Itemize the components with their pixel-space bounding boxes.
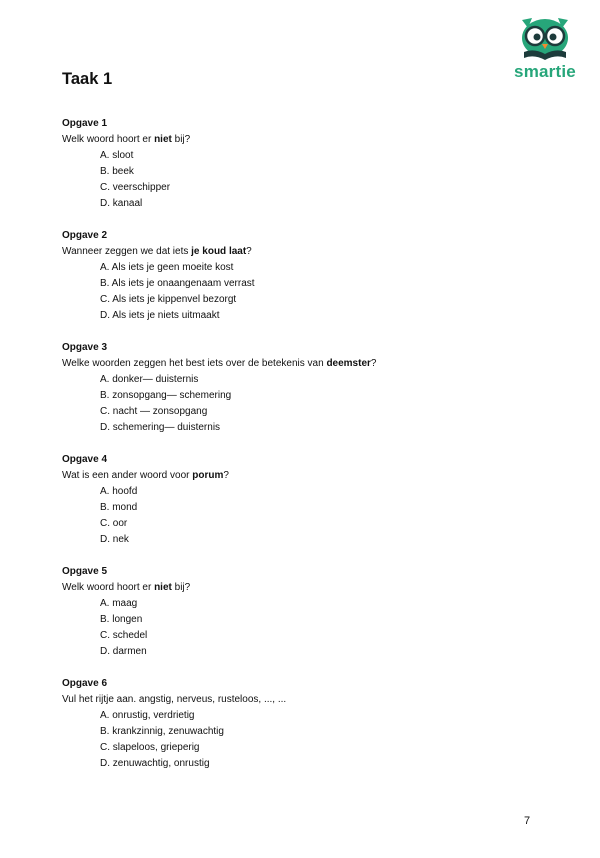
question-heading: Opgave 6 <box>62 678 108 689</box>
question-text <box>62 692 532 708</box>
option-list <box>62 372 532 436</box>
answer-option: C. Als iets je kippenvel bezorgt <box>100 294 237 305</box>
question-text <box>62 580 532 596</box>
question-text-part: Wat is een ander woord voor <box>62 470 193 481</box>
answer-option: B. mond <box>100 502 138 513</box>
answer-option: A. maag <box>100 598 138 609</box>
question-text-part: bij? <box>171 134 191 145</box>
question-block <box>62 228 532 324</box>
question-block <box>62 452 532 548</box>
question-text-part: bij? <box>171 582 191 593</box>
question-heading: Opgave 4 <box>62 454 108 465</box>
logo-text: smartie <box>514 62 576 81</box>
question-keyword: niet <box>154 134 172 145</box>
answer-option: C. veerschipper <box>100 182 171 193</box>
question-heading: Opgave 5 <box>62 566 108 577</box>
question-heading: Opgave 1 <box>62 118 108 129</box>
answer-option: B. beek <box>100 166 134 177</box>
question-text-part: ? <box>223 470 229 481</box>
option-list <box>62 260 532 324</box>
answer-option: B. zonsopgang— schemering <box>100 390 232 401</box>
question-text-part: ? <box>370 358 377 369</box>
question-text-part: Welk woord hoort er <box>62 134 155 145</box>
answer-option: A. Als iets je geen moeite kost <box>100 262 234 273</box>
answer-option: C. schedel <box>100 630 148 641</box>
question-text <box>62 356 532 372</box>
page-title: Taak 1 <box>62 70 113 88</box>
question-text <box>62 468 532 484</box>
question-keyword: porum <box>192 470 224 481</box>
question-text-part: ? <box>246 246 252 257</box>
answer-option: A. donker— duisternis <box>100 374 199 385</box>
answer-option: A. sloot <box>100 150 134 161</box>
answer-option: B. Als iets je onaangenaam verrast <box>100 278 255 289</box>
answer-option: D. Als iets je niets uitmaakt <box>100 310 220 321</box>
smartie-logo <box>508 14 582 84</box>
page-number: 7 <box>524 815 531 827</box>
answer-option: C. oor <box>100 518 128 529</box>
question-list <box>62 116 532 788</box>
answer-option: C. slapeloos, grieperig <box>100 742 200 753</box>
option-list <box>62 148 532 212</box>
question-heading: Opgave 3 <box>62 342 108 353</box>
question-keyword: niet <box>154 582 172 593</box>
question-text <box>62 244 532 260</box>
question-heading: Opgave 2 <box>62 230 108 241</box>
question-keyword: deemster <box>326 358 371 369</box>
answer-option: C. nacht — zonsopgang <box>100 406 208 417</box>
question-text <box>62 132 532 148</box>
answer-option: B. longen <box>100 614 143 625</box>
answer-option: A. hoofd <box>100 486 138 497</box>
answer-option: B. krankzinnig, zenuwachtig <box>100 726 224 737</box>
question-text-part: Vul het rijtje aan. angstig, nerveus, rusteloos, ..., ... <box>62 694 287 705</box>
question-keyword: je koud laat <box>191 246 247 257</box>
answer-option: D. nek <box>100 534 129 545</box>
answer-option: A. onrustig, verdrietig <box>100 710 195 721</box>
question-block <box>62 340 532 436</box>
question-text-part: Welke woorden zeggen het best iets over de betekenis van <box>62 358 327 369</box>
question-text-part: Welk woord hoort er <box>62 582 155 593</box>
owl-icon <box>516 14 574 60</box>
answer-option: D. schemering— duisternis <box>100 422 221 433</box>
answer-option: D. darmen <box>100 646 147 657</box>
answer-option: D. kanaal <box>100 198 143 209</box>
question-block <box>62 676 532 772</box>
question-block <box>62 116 532 212</box>
question-block <box>62 564 532 660</box>
answer-option: D. zenuwachtig, onrustig <box>100 758 210 769</box>
question-text-part: Wanneer zeggen we dat iets <box>62 246 192 257</box>
option-list <box>62 484 532 548</box>
option-list <box>62 708 532 772</box>
option-list <box>62 596 532 660</box>
